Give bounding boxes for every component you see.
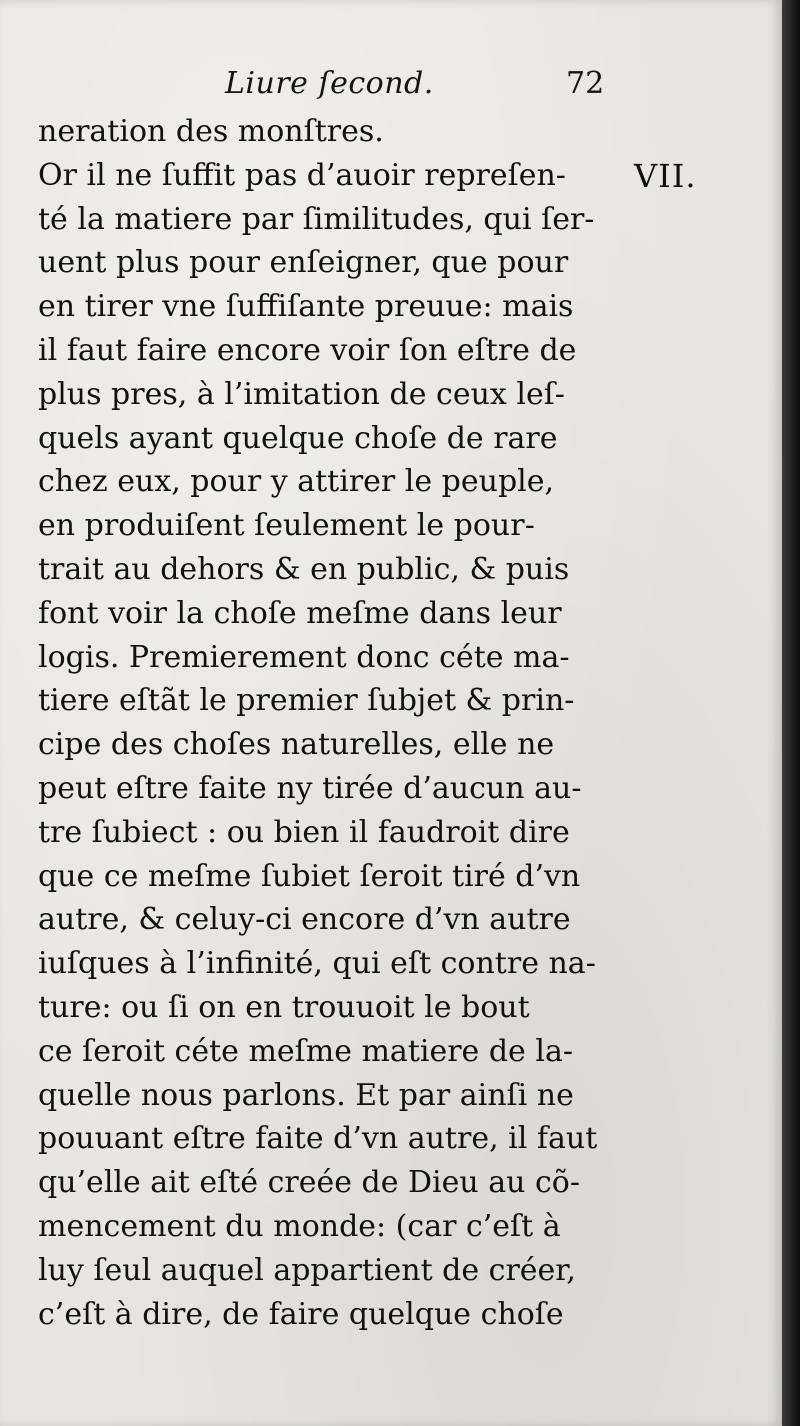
text-line: que ce meſme ſubiet ſeroit tiré d’vn (38, 858, 581, 894)
text-line: uent plus pour enſeigner, que pour (38, 245, 569, 281)
text-line: mencement du monde: (car c’eſt à (38, 1208, 561, 1244)
text-line: chez eux, pour y attirer le peuple, (38, 464, 555, 500)
running-title: Liure ſecond. (225, 66, 434, 101)
text-line: plus pres, à l’imitation de ceux leſ- (38, 376, 565, 412)
text-line: c’eſt à dire, de faire quelque choſe (38, 1296, 564, 1332)
text-line: trait au dehors & en public, & puis (38, 551, 570, 587)
text-line: font voir la choſe meſme dans leur (38, 595, 562, 631)
text-line: en tirer vne ſuffiſante preuue: mais (38, 289, 574, 325)
page-number: 72 (566, 66, 605, 101)
text-line: luy ſeul auquel appartient de créer, (38, 1252, 576, 1288)
text-line: autre, & celuy-ci encore d’vn autre (38, 902, 571, 938)
text-line: qu’elle ait eſté creée de Dieu au cõ- (38, 1165, 581, 1201)
text-line: neration des monſtres. (38, 114, 384, 149)
text-line: quels ayant quelque choſe de rare (38, 420, 558, 456)
text-line: iuſques à l’infinité, qui eſt contre na- (38, 946, 596, 982)
page-header (0, 66, 782, 106)
text-line: Or il ne ſuffit pas d’auoir repreſen- (38, 157, 566, 193)
marginal-section-number: VII. (634, 157, 697, 195)
text-line: en produiſent ſeulement le pour- (38, 508, 535, 544)
text-line: ture: ou ſi on en trouuoit le bout (38, 989, 530, 1025)
text-line: quelle nous parlons. Et par ainſi ne (38, 1077, 574, 1113)
body-text (38, 110, 618, 1336)
text-line: ce ſeroit céte meſme matiere de la- (38, 1033, 573, 1069)
page-edge-shadow (782, 0, 800, 1426)
text-line: il faut faire encore voir ſon eſtre de (38, 332, 577, 368)
text-line: té la matiere par ſimilitudes, qui ſer- (38, 201, 595, 237)
text-line: peut eſtre faite ny tirée d’aucun au- (38, 770, 582, 806)
text-line: tiere eſtãt le premier ſubjet & prin- (38, 683, 575, 719)
text-line: logis. Premierement donc céte ma- (38, 639, 570, 675)
text-line: cipe des choſes naturelles, elle ne (38, 727, 555, 763)
text-line: pouuant eſtre faite d’vn autre, il faut (38, 1121, 598, 1157)
text-line: tre ſubiect : ou bien il faudroit dire (38, 814, 570, 850)
